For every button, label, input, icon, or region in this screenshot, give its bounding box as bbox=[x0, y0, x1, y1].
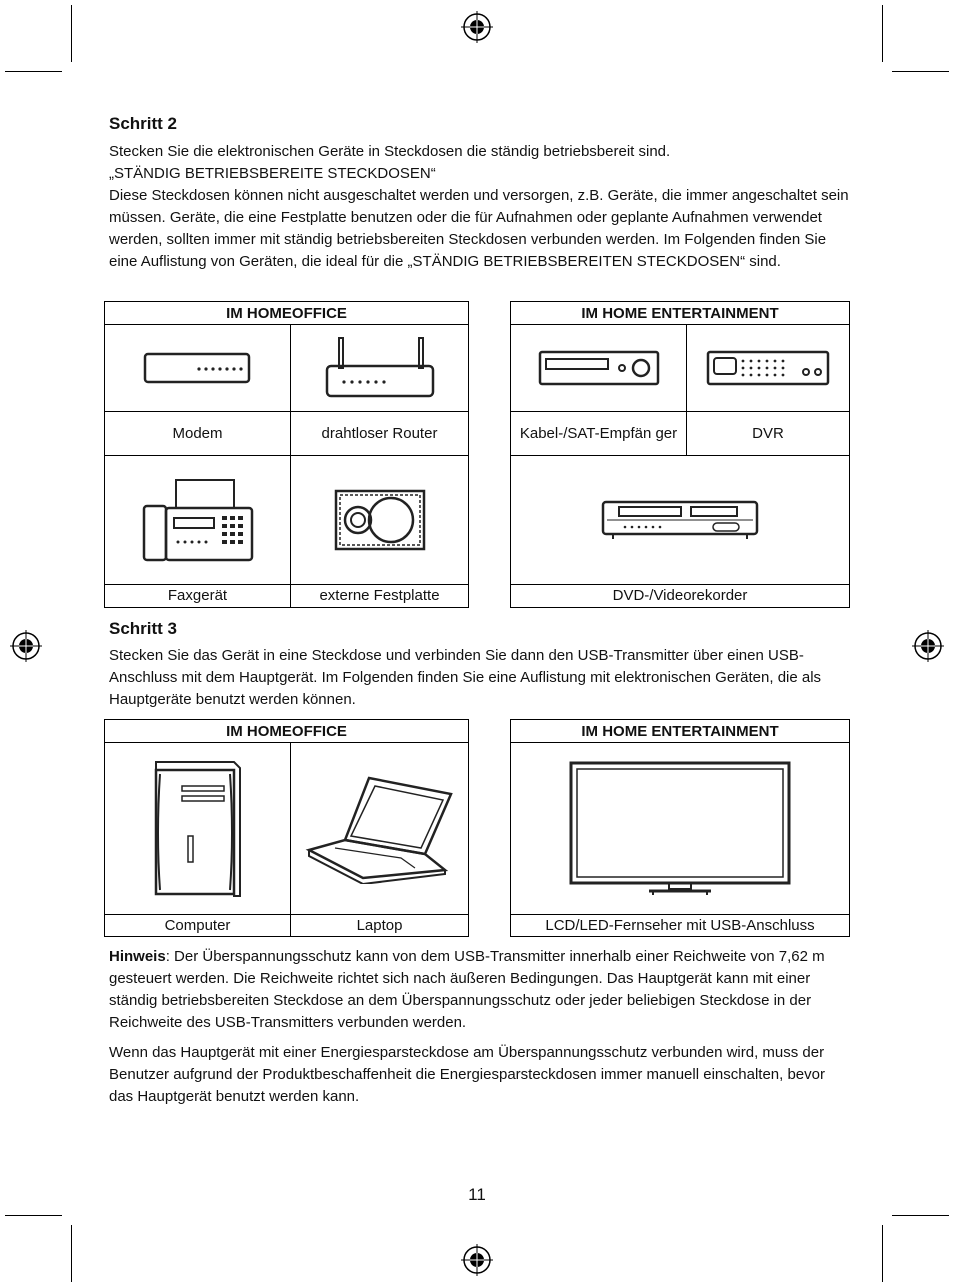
computer-label: Computer bbox=[105, 915, 291, 937]
modem-icon bbox=[143, 348, 253, 388]
fax-icon bbox=[142, 478, 254, 562]
table-header: IM HOMEOFFICE bbox=[105, 720, 469, 743]
page-number: 11 bbox=[468, 1185, 486, 1204]
receiver-cell bbox=[511, 325, 687, 412]
step2-entertainment-table bbox=[510, 301, 850, 608]
router-icon bbox=[324, 336, 436, 400]
crop-mark bbox=[892, 1215, 949, 1216]
router-cell bbox=[291, 325, 469, 412]
hdd-cell bbox=[291, 456, 469, 585]
dvr-label: DVR bbox=[687, 412, 850, 456]
tv-label: LCD/LED-Fernseher mit USB-Anschluss bbox=[511, 915, 850, 937]
note-text: : Der Überspannungsschutz kann von dem USB-Transmitter innerhalb einer Reichweite von 7,62 m gesteuert werden. Die Reichweite richtet sich nach äußeren Bedingungen. Das Hauptgerät kann mit einer ständig betriebsbereiten Steckdose an dem Überspannungsschutz oder jeder beliebigen Steckdose in der Reichweite des USB-Transmitters verbunden werden. bbox=[109, 948, 825, 1031]
registration-mark-icon bbox=[460, 1243, 494, 1277]
registration-mark-icon bbox=[911, 629, 945, 663]
computer-cell bbox=[105, 743, 291, 915]
step3-homeoffice-table bbox=[104, 719, 469, 937]
receiver-icon bbox=[538, 348, 660, 388]
note-label: Hinweis bbox=[109, 948, 166, 965]
registration-mark-icon bbox=[460, 10, 494, 44]
dvr-icon bbox=[706, 348, 830, 388]
table-header: IM HOME ENTERTAINMENT bbox=[511, 720, 850, 743]
laptop-cell bbox=[291, 743, 469, 915]
crop-mark bbox=[882, 5, 883, 62]
fax-label: Faxgerät bbox=[105, 585, 291, 608]
dvd-recorder-cell bbox=[511, 456, 850, 585]
crop-mark bbox=[71, 5, 72, 62]
step2-intro bbox=[109, 141, 849, 273]
crop-mark bbox=[5, 71, 62, 72]
router-label: drahtloser Router bbox=[291, 412, 469, 456]
hdd-label: externe Festplatte bbox=[291, 585, 469, 608]
crop-mark bbox=[71, 1225, 72, 1282]
laptop-icon bbox=[305, 774, 455, 884]
modem-cell bbox=[105, 325, 291, 412]
step3-text: Stecken Sie das Gerät in eine Steckdose und verbinden Sie dann den USB-Transmitter über einen USB-Anschluss mit dem Hauptgerät. Im Folgenden finden Sie eine Auflistung mit elektronischen Geräten, die als Hauptgeräte benutzt werden können. bbox=[109, 647, 822, 708]
hard-drive-icon bbox=[333, 488, 427, 552]
note-paragraph bbox=[109, 946, 849, 1034]
tv-cell bbox=[511, 743, 850, 915]
step2-line-3: Diese Steckdosen können nicht ausgeschaltet werden und versorgen, z.B. Geräte, die immer angeschaltet sein müssen. Geräte, die eine Festplatte benutzen oder die für Aufnahmen oder geplante Aufnahmen verwendet werden, sollten immer mit ständig betriebsbereiten Steckdosen verbunden werden. Im Folgenden finden Sie eine Auflistung von Geräten, die ideal für die „STÄNDIG BETRIEBSBEREITEN STECKDOSEN“ sind. bbox=[109, 187, 849, 270]
step3-heading: Schritt 3 bbox=[109, 619, 178, 638]
step2-line-1: Stecken Sie die elektronischen Geräte in Steckdosen die ständig betriebsbereit sind. bbox=[109, 143, 671, 160]
step2-line-2: „STÄNDIG BETRIEBSBEREITE STECKDOSEN“ bbox=[109, 165, 436, 182]
crop-mark bbox=[5, 1215, 62, 1216]
note-paragraph-2: Wenn das Hauptgerät mit einer Energiesparsteckdose am Überspannungsschutz verbunden wird, muss der Benutzer aufgrund der Produktbeschaffenheit die Energiesparsteckdosen immer manuell einschalten, bevor das Hauptgerät benutzt werden kann. bbox=[109, 1044, 825, 1105]
dvr-cell bbox=[687, 325, 850, 412]
computer-tower-icon bbox=[150, 758, 246, 900]
dvd-recorder-icon bbox=[601, 498, 759, 542]
modem-label: Modem bbox=[105, 412, 291, 456]
step2-heading: Schritt 2 bbox=[109, 114, 178, 133]
step2-homeoffice-table bbox=[104, 301, 469, 608]
crop-mark bbox=[892, 71, 949, 72]
crop-mark bbox=[882, 1225, 883, 1282]
step3-entertainment-table bbox=[510, 719, 850, 937]
fax-cell bbox=[105, 456, 291, 585]
receiver-label: Kabel-/SAT-Empfän ger bbox=[511, 412, 687, 456]
tv-icon bbox=[569, 761, 791, 897]
dvd-recorder-label: DVD-/Videorekorder bbox=[511, 585, 850, 608]
table-header: IM HOME ENTERTAINMENT bbox=[511, 302, 850, 325]
registration-mark-icon bbox=[9, 629, 43, 663]
table-header: IM HOMEOFFICE bbox=[105, 302, 469, 325]
laptop-label: Laptop bbox=[291, 915, 469, 937]
